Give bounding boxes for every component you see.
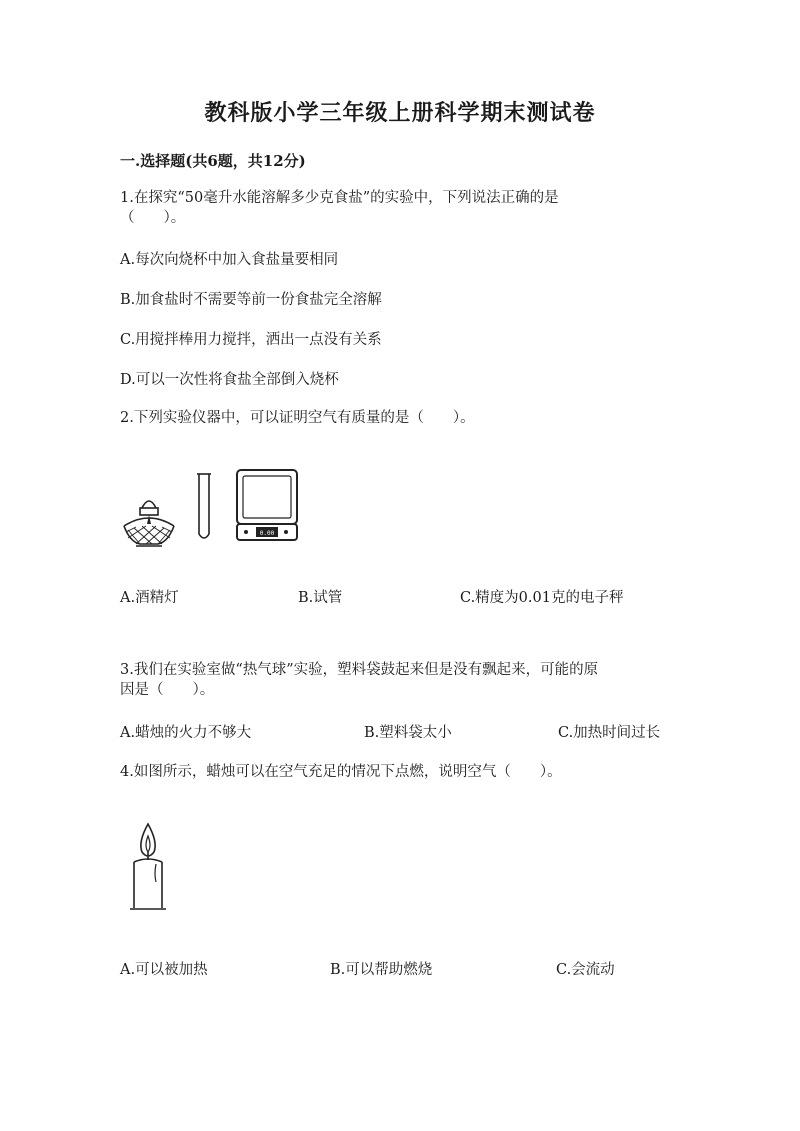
electronic-scale-icon xyxy=(234,468,300,544)
question-1-option-c[interactable]: C.用搅拌棒用力搅拌，洒出一点没有关系 xyxy=(120,332,382,348)
question-1-option-b[interactable]: B.加食盐时不需要等前一份食盐完全溶解 xyxy=(120,292,382,308)
question-4-option-b[interactable]: B.可以帮助燃烧 xyxy=(330,962,433,978)
question-1-line1: 1.在探究“50毫升水能溶解多少克食盐”的实验中，下列说法正确的是 xyxy=(120,190,559,206)
question-1-line2: （ ）。 xyxy=(120,210,186,226)
question-1-stem xyxy=(120,188,680,228)
question-3-option-c[interactable]: C.加热时间过长 xyxy=(558,725,661,741)
question-3-option-b[interactable]: B.塑料袋太小 xyxy=(364,725,452,741)
question-2-option-b[interactable]: B.试管 xyxy=(298,590,343,606)
question-4-option-a[interactable]: A.可以被加热 xyxy=(120,962,208,978)
question-3-line2: 因是（ ）。 xyxy=(120,682,215,698)
question-3-stem xyxy=(120,660,680,700)
candle-icon xyxy=(124,822,172,914)
question-3-line1: 3.我们在实验室做“热气球”实验，塑料袋鼓起来但是没有飘起来，可能的原 xyxy=(120,662,599,678)
question-1-option-d[interactable]: D.可以一次性将食盐全部倒入烧杯 xyxy=(120,372,339,388)
alcohol-lamp-icon xyxy=(118,488,180,550)
scale-display-text: 0.00 xyxy=(259,530,275,537)
page-title: 教科版小学三年级上册科学期末测试卷 xyxy=(204,100,596,126)
question-2-stem: 2.下列实验仪器中，可以证明空气有质量的是（ ）。 xyxy=(120,410,475,426)
question-2-option-c[interactable]: C.精度为0.01克的电子秤 xyxy=(460,590,624,606)
question-4-stem: 4.如图所示，蜡烛可以在空气充足的情况下点燃，说明空气（ ）。 xyxy=(120,764,562,780)
question-2-option-a[interactable]: A.酒精灯 xyxy=(120,590,179,606)
question-1-option-a[interactable]: A.每次向烧杯中加入食盐量要相同 xyxy=(120,252,339,268)
question-3-option-a[interactable]: A.蜡烛的火力不够大 xyxy=(120,725,252,741)
question-4-option-c[interactable]: C.会流动 xyxy=(556,962,615,978)
test-tube-icon xyxy=(194,472,214,544)
section-heading: 一.选择题(共6题，共12分) xyxy=(120,152,306,170)
